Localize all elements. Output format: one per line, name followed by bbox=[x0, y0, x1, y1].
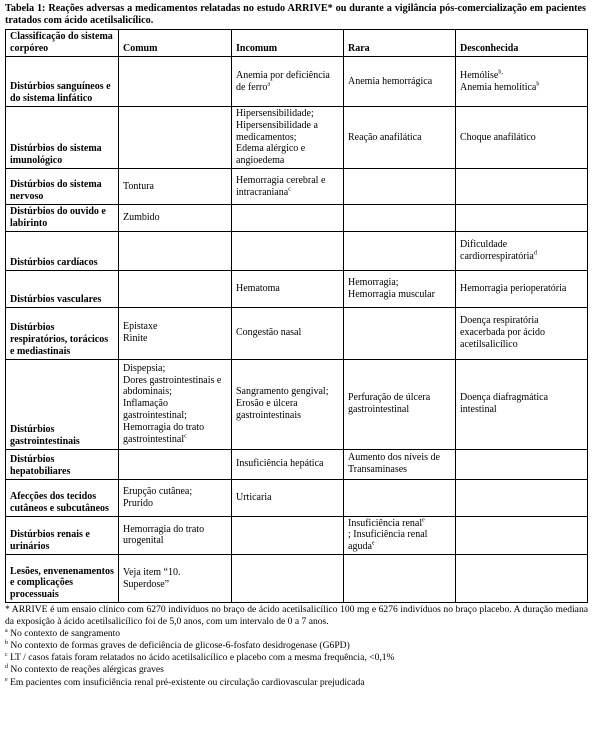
header-incomum: Incomum bbox=[232, 30, 344, 57]
cell-rara bbox=[344, 205, 456, 232]
footnote-mark: a bbox=[267, 81, 271, 88]
category-cell: Distúrbios respiratórios, torácicos e mediastinais bbox=[6, 307, 119, 359]
reaction-text: Dores gastrointestinais e abdominais; bbox=[123, 374, 222, 398]
reaction-text: Epistaxe bbox=[123, 321, 158, 333]
reaction-text: Veja item “10. Superdose” bbox=[123, 566, 181, 590]
footnote-mark: b bbox=[536, 81, 540, 88]
reaction-text: Edema alérgico e angioedema bbox=[236, 143, 306, 167]
reaction-text: Hematoma bbox=[236, 282, 280, 294]
reaction-text: Hipersensibilidade; bbox=[236, 108, 314, 120]
reaction-text: Erupção cutânea; bbox=[123, 485, 193, 497]
reaction-text: Doença respiratória exacerbada por ácido acetilsalicílico bbox=[460, 315, 545, 351]
cell-rara bbox=[344, 307, 456, 359]
cell-rara bbox=[344, 57, 456, 107]
cell-incomum bbox=[232, 169, 344, 205]
category-cell: Distúrbios vasculares bbox=[6, 270, 119, 307]
reaction-text: Hemorragia cerebral e intracraniana$^c$ bbox=[236, 174, 326, 198]
table-header-row bbox=[6, 30, 588, 57]
footnote-mark: c bbox=[5, 652, 8, 659]
cell-rara bbox=[344, 479, 456, 516]
footnote: $^d$ No contexto de reações alérgicas graves bbox=[5, 664, 164, 676]
footnote-mark: e bbox=[371, 540, 375, 547]
header-desconhecida: Desconhecida bbox=[456, 30, 588, 57]
footnote-mark: e bbox=[5, 676, 8, 683]
footnote-mark: c bbox=[184, 433, 187, 440]
cell-rara bbox=[344, 449, 456, 479]
table-row bbox=[6, 359, 588, 449]
reaction-text: Choque anafilático bbox=[460, 131, 536, 143]
cell-incomum bbox=[232, 107, 344, 169]
cell-incomum bbox=[232, 205, 344, 232]
footnote: $^e$ Em pacientes com insuficiência renal pré-existente ou circulação cardiovascular prejudicada bbox=[5, 676, 365, 688]
reaction-text: Zumbido bbox=[123, 211, 160, 223]
cell-desconhecida bbox=[456, 555, 588, 603]
reaction-text: Dispepsia; bbox=[123, 362, 166, 374]
cell-rara bbox=[344, 270, 456, 307]
document-page bbox=[5, 0, 588, 689]
reaction-text: Congestão nasal bbox=[236, 327, 302, 339]
reaction-text: Sangramento gengival; bbox=[236, 386, 329, 398]
cell-comum bbox=[119, 231, 232, 270]
table-row bbox=[6, 107, 588, 169]
table-row bbox=[6, 57, 588, 107]
footnote-mark: c bbox=[288, 186, 291, 193]
reaction-text: ; Insuficiência renal aguda$^e$ bbox=[348, 529, 428, 553]
cell-incomum bbox=[232, 270, 344, 307]
reaction-text: Urticaria bbox=[236, 491, 272, 503]
reaction-text: Doença diafragmática intestinal bbox=[460, 392, 549, 416]
table-row bbox=[6, 231, 588, 270]
table-row bbox=[6, 555, 588, 603]
reaction-text: Hipersensibilidade a medicamentos; bbox=[236, 119, 318, 143]
cell-incomum bbox=[232, 359, 344, 449]
footnote: $^a$ No contexto de sangramento bbox=[5, 628, 121, 640]
cell-comum bbox=[119, 57, 232, 107]
category-cell: Distúrbios gastrointestinais bbox=[6, 359, 119, 449]
reaction-text: Hemorragia do trato gastrointestinal$^c$ bbox=[123, 421, 205, 445]
category-cell: Lesões, envenenamentos e complicações processuais bbox=[6, 555, 119, 603]
cell-desconhecida bbox=[456, 231, 588, 270]
category-cell: Distúrbios cardíacos bbox=[6, 231, 119, 270]
cell-comum bbox=[119, 555, 232, 603]
reaction-text: Anemia por deficiência de ferro$^a$ bbox=[236, 69, 330, 93]
cell-comum bbox=[119, 449, 232, 479]
table-row bbox=[6, 205, 588, 232]
cell-comum bbox=[119, 270, 232, 307]
category-cell: Distúrbios do sistema nervoso bbox=[6, 169, 119, 205]
cell-desconhecida bbox=[456, 205, 588, 232]
cell-desconhecida bbox=[456, 57, 588, 107]
table-row bbox=[6, 270, 588, 307]
reaction-text: Aumento dos níveis de Transaminases bbox=[348, 452, 440, 476]
reaction-text: Prurido bbox=[123, 497, 153, 509]
footnote-mark: b, bbox=[498, 69, 503, 76]
table-notes bbox=[5, 604, 588, 689]
category-cell: Distúrbios hepatobiliares bbox=[6, 449, 119, 479]
cell-incomum bbox=[232, 479, 344, 516]
header-rara: Rara bbox=[344, 30, 456, 57]
reaction-text: Tontura bbox=[123, 180, 154, 192]
cell-desconhecida bbox=[456, 270, 588, 307]
cell-incomum bbox=[232, 516, 344, 554]
cell-rara bbox=[344, 169, 456, 205]
category-cell: Distúrbios do sistema imunológico bbox=[6, 107, 119, 169]
reaction-text: Reação anafilática bbox=[348, 131, 422, 143]
cell-incomum bbox=[232, 307, 344, 359]
cell-incomum bbox=[232, 449, 344, 479]
reaction-text: Insuficiência hepática bbox=[236, 458, 324, 470]
footnote-mark: d bbox=[5, 664, 8, 671]
reaction-text: Dificuldade cardiorrespiratória$^d$ bbox=[460, 238, 537, 262]
category-cell: Afecções dos tecidos cutâneos e subcutâneos bbox=[6, 479, 119, 516]
cell-desconhecida bbox=[456, 449, 588, 479]
reaction-text: Hemólise$^{b,}$ bbox=[460, 69, 503, 81]
header-comum: Comum bbox=[119, 30, 232, 57]
cell-rara bbox=[344, 516, 456, 554]
adverse-reactions-table bbox=[5, 29, 588, 603]
study-note: * ARRIVE é um ensaio clínico com 6270 indivíduos no braço de ácido acetilsalicílico 100 mg e 6276 indivíduos no braço placebo. A duração mediana da exposição à ácido acetilsalicílico foi de 5,0 anos, com um intervalo de 0 a 7 anos. bbox=[5, 604, 588, 628]
reaction-text: Erosão e úlcera gastrointestinais bbox=[236, 398, 301, 422]
footnote-list bbox=[5, 628, 588, 688]
cell-rara bbox=[344, 555, 456, 603]
cell-comum bbox=[119, 107, 232, 169]
cell-comum bbox=[119, 479, 232, 516]
cell-desconhecida bbox=[456, 107, 588, 169]
table-row bbox=[6, 449, 588, 479]
cell-rara bbox=[344, 359, 456, 449]
footnote-mark: a bbox=[5, 628, 8, 635]
reaction-text: Anemia hemorrágica bbox=[348, 75, 433, 87]
category-cell: Distúrbios renais e urinários bbox=[6, 516, 119, 554]
footnote-mark: e bbox=[422, 517, 425, 524]
cell-desconhecida bbox=[456, 359, 588, 449]
footnote: $^c$ LT / casos fatais foram relatados no ácido acetilsalicílico e placebo com a mesma frequência, <0,1% bbox=[5, 652, 395, 664]
category-cell: Distúrbios do ouvido e labirinto bbox=[6, 205, 119, 232]
category-cell: Distúrbios sanguíneos e do sistema linfático bbox=[6, 57, 119, 107]
reaction-text: Rinite bbox=[123, 333, 148, 345]
reaction-text: Perfuração de úlcera gastrointestinal bbox=[348, 392, 431, 416]
cell-rara bbox=[344, 107, 456, 169]
table-row bbox=[6, 516, 588, 554]
reaction-text: Hemorragia; bbox=[348, 276, 399, 288]
cell-desconhecida bbox=[456, 169, 588, 205]
cell-incomum bbox=[232, 231, 344, 270]
footnote-mark: d bbox=[533, 250, 537, 257]
cell-comum bbox=[119, 359, 232, 449]
reaction-text: Anemia hemolítica$^b$ bbox=[460, 81, 540, 93]
footnote-mark: b bbox=[5, 640, 8, 647]
cell-incomum bbox=[232, 555, 344, 603]
cell-comum bbox=[119, 169, 232, 205]
reaction-text: Inflamação gastrointestinal; bbox=[123, 398, 187, 422]
cell-comum bbox=[119, 516, 232, 554]
reaction-text: Hemorragia muscular bbox=[348, 288, 435, 300]
cell-desconhecida bbox=[456, 307, 588, 359]
table-caption: Tabela 1: Reações adversas a medicamentos relatadas no estudo ARRIVE* ou durante a vigilância pós-comercialização em pacientes tratados com ácido acetilsalicílico. bbox=[5, 3, 586, 27]
reaction-text: Hemorragia do trato urogenital bbox=[123, 523, 205, 547]
reaction-text: Hemorragia perioperatória bbox=[460, 282, 567, 294]
cell-desconhecida bbox=[456, 479, 588, 516]
cell-rara bbox=[344, 231, 456, 270]
reaction-text: Insuficiência renal$^e$ bbox=[348, 517, 425, 529]
footnote: $^b$ No contexto de formas graves de deficiência de glicose-6-fosfato desidrogenase (G6PD) bbox=[5, 640, 350, 652]
table-row bbox=[6, 169, 588, 205]
cell-comum bbox=[119, 307, 232, 359]
header-classificacao: Classificação do sistema corpóreo bbox=[6, 30, 119, 57]
table-row bbox=[6, 479, 588, 516]
table-row bbox=[6, 307, 588, 359]
cell-desconhecida bbox=[456, 516, 588, 554]
cell-incomum bbox=[232, 57, 344, 107]
cell-comum bbox=[119, 205, 232, 232]
